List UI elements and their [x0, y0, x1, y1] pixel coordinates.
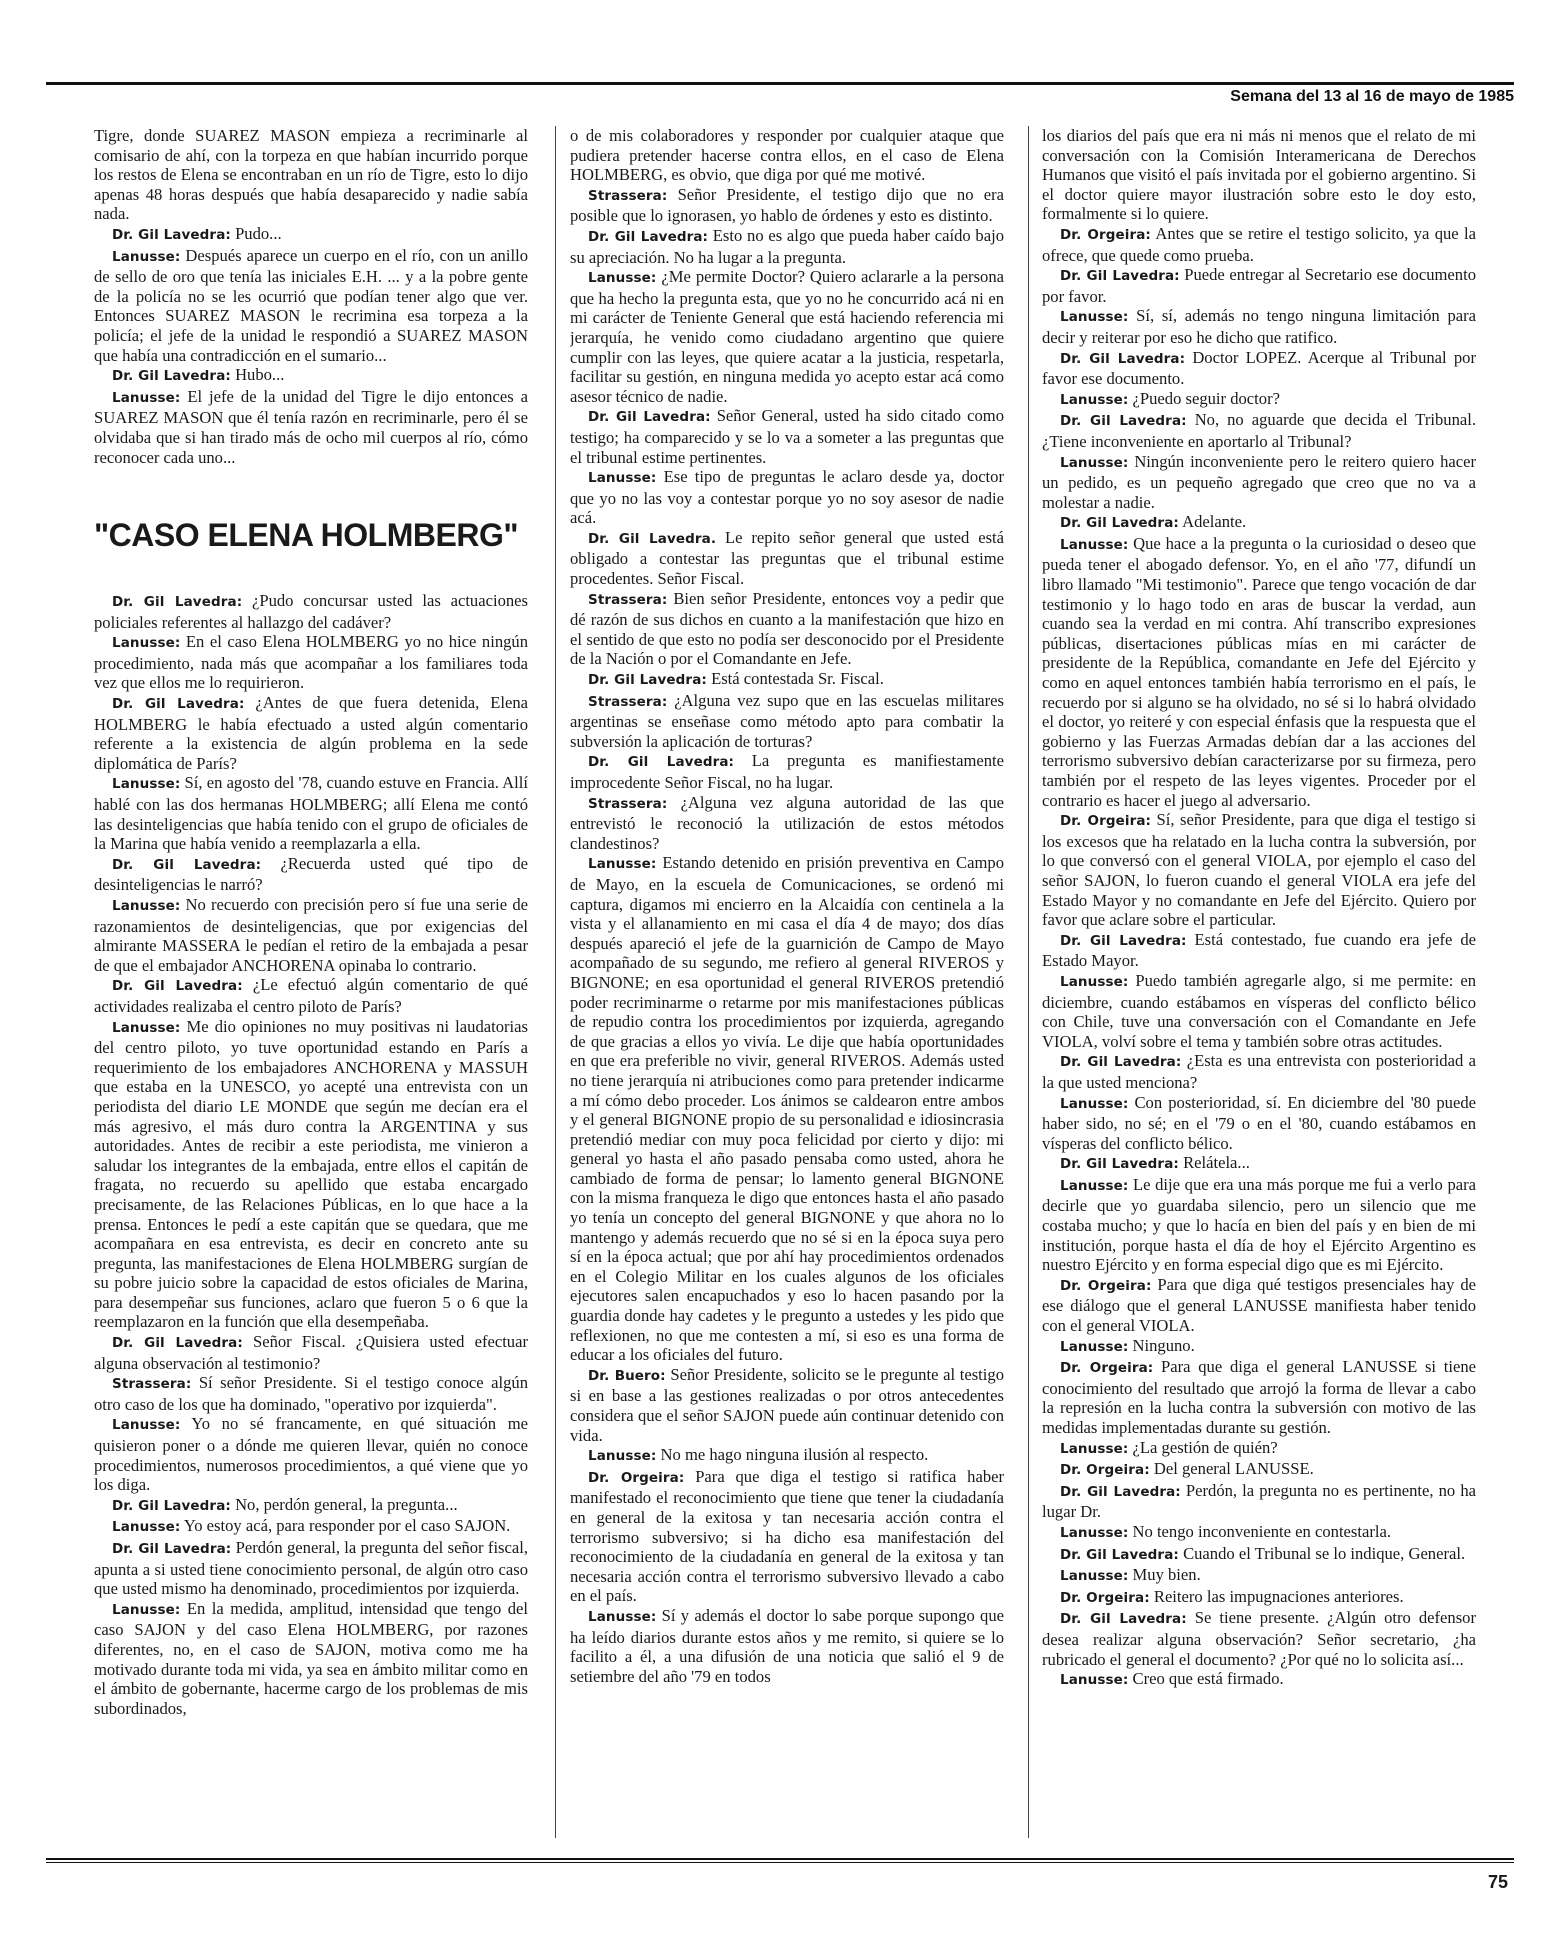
speaker-name: Dr. Orgeira:	[1060, 226, 1151, 243]
speaker-name: Dr. Gil Lavedra:	[1060, 1611, 1187, 1628]
paragraph-text: Se tiene presente. ¿Algún otro defensor desea realizar alguna observación? Señor secretario, ¿ha rubricado el general el documento? ¿Por qué no lo solicita así...	[1042, 1608, 1476, 1669]
testimony-paragraph	[1042, 971, 1476, 1051]
speaker-name: Dr. Buero:	[588, 1367, 666, 1384]
speaker-name: Dr. Gil Lavedra:	[1060, 413, 1187, 430]
testimony-paragraph	[570, 1445, 1004, 1467]
testimony-paragraph	[570, 406, 1004, 467]
testimony-paragraph	[570, 528, 1004, 589]
speaker-name: Lanusse:	[112, 1519, 181, 1536]
speaker-name: Strassera:	[588, 693, 668, 710]
speaker-name: Dr. Orgeira:	[1060, 1589, 1150, 1606]
paragraph-text: Me dio opiniones no muy positivas ni laudatorias del centro piloto, yo tuve oportunidad estando en París a requerimiento de los embajadores ANCHORENA y MASSUH que estaba en la UNESCO, yo acepté una entrevista con un periodista del diario LE MONDE que según me decían era el más agresivo, el más duro contra la ARGENTINA y sus autoridades. Antes de recibir a este periodista, me vinieron a saludar los integrantes de la embajada, entre ellos el capitán de fragata, no recuerdo su apellido que estaba encargado precisamente, de las Relaciones Públicas, en lo que hace a la prensa. Entonces le pedí a este capitán que se quedara, que me acompañara en esa entrevista, es decir en concreto ante su pregunta, las manifestaciones de Elena HOLMBERG surgían de su pobre juicio sobre la capacidad de estos oficiales de Marina, para desempeñar sus funciones, aclaro que fueron 5 o 6 que la reemplazaron en la función que ella desempeñaba.	[94, 1016, 528, 1332]
testimony-paragraph	[1042, 930, 1476, 971]
header-rule	[46, 82, 1514, 85]
paragraph-text: Señor General, usted ha sido citado como testigo; ha comparecido y se lo va a someter a las preguntas que el tribunal estime pertinentes.	[570, 406, 1004, 467]
speaker-name: Dr. Gil Lavedra:	[112, 978, 243, 995]
paragraph-text: Tigre, donde SUAREZ MASON empieza a recriminarle al comisario de ahí, con la torpeza en que habían incurrido porque los restos de Elena se encontraban en un río de Tigre, esto lo dijo apenas 48 horas después que había desaparecido y nadie sabía nada.	[94, 126, 528, 224]
testimony-paragraph	[94, 1373, 528, 1414]
paragraph-text: No recuerdo con precisión pero sí fue una serie de razonamientos de desinteligencias, que por exigencias del almirante MASSERA le pedían el retiro de la embajada a pesar de que el embajador ANCHORENA opinaba lo contrario.	[94, 895, 528, 975]
testimony-paragraph	[570, 669, 1004, 691]
paragraph-text: No tengo inconveniente en contestarla.	[1132, 1521, 1392, 1541]
paragraph-text: ¿Pudo concursar usted las actuaciones policiales referentes al hallazgo del cadáver?	[94, 591, 528, 632]
paragraph-text: Para que diga el testigo si ratifica haber manifestado el reconocimiento que tiene que tener la ciudadanía en general de la exitosa y tan necesaria acción contra el terrorismo subversivo; si ha dicho esa manifestación del reconocimiento de la ciudadanía en general de la exitosa y tan necesaria acción contra el terrorismo subversivo llevado a cabo en el país.	[570, 1466, 1004, 1606]
speaker-name: Dr. Gil Lavedra:	[112, 1335, 243, 1352]
testimony-paragraph	[1042, 1175, 1476, 1275]
paragraph-text: ¿Antes de que fuera detenida, Elena HOLMBERG le había efectuado a usted algún comentario referente a la existencia de algún problema en la sede diplomática de París?	[94, 693, 528, 773]
testimony-paragraph	[1042, 810, 1476, 930]
paragraph-text: Ninguno.	[1132, 1335, 1195, 1355]
paragraph-text: Le repito señor general que usted está obligado a contestar las preguntas que el tribunal estime procedentes. Señor Fiscal.	[570, 527, 1004, 589]
testimony-paragraph	[1042, 410, 1476, 451]
speaker-name: Dr. Orgeira:	[1060, 1277, 1152, 1294]
paragraph-text: Bien señor Presidente, entonces voy a pedir que dé razón de sus dichos en cuanto a la manifestación que hizo en el sentido de que esto no podía ser desconocido por el Presidente de la Nación o por el Comandante en Jefe.	[570, 588, 1004, 669]
paragraph-text: Para que diga el general LANUSSE si tiene conocimiento del resultado que arrojó la forma de llevar a cabo la represión en la lucha contra la subversión con motivo de las medidas implementadas durante su gestión.	[1042, 1357, 1476, 1437]
paragraph-text: Pudo...	[235, 223, 282, 243]
testimony-paragraph	[94, 224, 528, 246]
paragraph-text: Perdón general, la pregunta del señor fiscal, apunta a si usted tiene conocimiento personal, de algún otro caso que usted mismo ha denominado, procedimientos por izquierda.	[94, 1538, 528, 1599]
testimony-paragraph	[570, 1467, 1004, 1606]
speaker-name: Dr. Orgeira:	[1060, 813, 1152, 830]
paragraph-text: Le dije que era una más porque me fui a verlo para decirle que yo guardaba silencio, pero un silencio que me costaba mucho; y que lo hacía en bien del país y en bien de mi institución, porque hasta el día de hoy el Ejército Argentino es nuestro Ejército y en forma especial digo que es mi Ejército.	[1042, 1174, 1476, 1275]
testimony-paragraph	[1042, 224, 1476, 265]
paragraph-text: Está contestada Sr. Fiscal.	[711, 669, 884, 689]
paragraph-text: Cuando el Tribunal se lo indique, General.	[1183, 1543, 1466, 1563]
text-column-1	[94, 126, 528, 1826]
testimony-paragraph	[1042, 265, 1476, 306]
paragraph-text: Puede entregar al Secretario ese documento por favor.	[1042, 265, 1476, 306]
testimony-paragraph	[1042, 1565, 1476, 1587]
paragraph-text: Perdón, la pregunta no es pertinente, no ha lugar Dr.	[1042, 1480, 1476, 1522]
speaker-name: Dr. Gil Lavedra:	[1060, 268, 1180, 285]
paragraph-text: En el caso Elena HOLMBERG yo no hice ningún procedimiento, nada más que acompañar a los familiares toda vez que ellos me lo requirieron.	[94, 632, 528, 693]
text-column-3	[1042, 126, 1476, 1826]
speaker-name: Lanusse:	[112, 1417, 181, 1434]
speaker-name: Dr. Gil Lavedra:	[1060, 1054, 1182, 1071]
paragraph-text: Para que diga qué testigos presenciales hay de ese diálogo que el general LANUSSE manifiesta haber tenido con el general VIOLA.	[1042, 1274, 1476, 1336]
paragraph-text: Sí, señor Presidente, para que diga el testigo si los excesos que ha relatado en la lucha contra la subversión, por lo que conversó con el general VIOLA, por ejemplo el caso del señor SAJON, lo fueron cuando el general VIOLA era jefe del Estado Mayor y no comandante en Jefe del Ejército. Quiero por favor que aclare sobre el particular.	[1042, 810, 1476, 930]
section-heading: "CASO ELENA HOLMBERG"	[94, 517, 518, 554]
testimony-paragraph	[1042, 452, 1476, 513]
speaker-name: Lanusse:	[1060, 1568, 1129, 1585]
speaker-name: Lanusse:	[112, 389, 181, 406]
paragraph-text: Hubo...	[235, 365, 285, 385]
speaker-name: Lanusse:	[1060, 1440, 1129, 1457]
testimony-paragraph	[94, 1516, 528, 1538]
speaker-name: Dr. Gil Lavedra:	[112, 1541, 232, 1557]
testimony-paragraph	[94, 1495, 528, 1517]
testimony-paragraph	[1042, 1481, 1476, 1522]
testimony-paragraph	[1042, 1357, 1476, 1437]
testimony-paragraph	[570, 793, 1004, 854]
speaker-name: Lanusse:	[1060, 1524, 1129, 1541]
continued-paragraph	[1042, 126, 1476, 224]
testimony-paragraph	[94, 895, 528, 975]
testimony-paragraph	[570, 751, 1004, 792]
speaker-name: Lanusse:	[1060, 1095, 1129, 1112]
speaker-name: Lanusse:	[1060, 454, 1129, 471]
paragraph-text: Reitero las impugnaciones anteriores.	[1153, 1586, 1404, 1606]
paragraph-text: Sí, sí, además no tengo ninguna limitación para decir y reiterar por eso he dicho que ratifico.	[1042, 306, 1476, 347]
testimony-paragraph	[570, 226, 1004, 267]
speaker-name: Dr. Gil Lavedra:	[1060, 1546, 1179, 1563]
speaker-name: Lanusse:	[1060, 536, 1129, 553]
testimony-paragraph	[1042, 348, 1476, 389]
testimony-paragraph	[570, 589, 1004, 669]
testimony-paragraph	[94, 854, 528, 895]
speaker-name: Dr. Orgeira:	[1060, 1360, 1154, 1377]
paragraph-text: Yo estoy acá, para responder por el caso SAJON.	[183, 1516, 511, 1536]
testimony-paragraph	[1042, 1051, 1476, 1092]
testimony-paragraph	[94, 1599, 528, 1719]
testimony-paragraph	[1042, 306, 1476, 347]
speaker-name: Dr. Gil Lavedra:	[112, 368, 231, 385]
speaker-name: Dr. Gil Lavedra:	[112, 856, 262, 873]
speaker-name: Lanusse:	[112, 1019, 181, 1036]
testimony-paragraph	[94, 246, 528, 366]
speaker-name: Lanusse:	[112, 248, 181, 265]
paragraph-text: El jefe de la unidad del Tigre le dijo entonces a SUAREZ MASON que él tenía razón en recriminarle, pero él se olvidaba que si han tirado más de ocho mil cuerpos al río, cómo reconocer cada uno...	[94, 386, 528, 467]
paragraph-text: ¿Alguna vez supo que en las escuelas militares argentinas se enseñase como método apto para combatir la subversión la aplicación de torturas?	[570, 690, 1004, 751]
paragraph-text: Relátela...	[1183, 1153, 1250, 1173]
paragraph-text: Sí, en agosto del '78, cuando estuve en Francia. Allí hablé con las dos hermanas HOLMBERG; allí Elena me contó las desinteligencias que había tenido con el grupo de oficiales de la Marina que había venido a reemplazarla a ella.	[94, 773, 528, 854]
speaker-name: Lanusse:	[112, 776, 181, 793]
paragraph-text: Creo que está firmado.	[1132, 1669, 1284, 1689]
speaker-name: Dr. Gil Lavedra:	[1060, 932, 1187, 949]
testimony-paragraph	[1042, 1153, 1476, 1175]
testimony-paragraph	[94, 1017, 528, 1333]
paragraph-text: Yo no sé francamente, en qué situación me quisieron poner o a dónde me quieren llevar, quién no conoce procedimientos, numerosos procedimientos, a qué viene que yo los diga.	[94, 1414, 528, 1495]
speaker-name: Lanusse:	[588, 1608, 657, 1625]
testimony-paragraph	[94, 632, 528, 693]
paragraph-text: La pregunta es manifiestamente improcedente Señor Fiscal, no ha lugar.	[570, 751, 1004, 792]
testimony-paragraph	[94, 387, 528, 467]
footer-rule	[46, 1858, 1514, 1860]
speaker-name: Dr. Gil Lavedra:	[1060, 1483, 1181, 1500]
speaker-name: Dr. Gil Lavedra:	[588, 409, 711, 426]
paragraph-text: No, no aguarde que decida el Tribunal. ¿Tiene inconveniente en aportarlo al Tribunal?	[1042, 410, 1476, 451]
paragraph-text: ¿Alguna vez alguna autoridad de las que entrevistó le reconoció la utilización de estos métodos clandestinos?	[570, 792, 1004, 853]
paragraph-text: ¿La gestión de quién?	[1132, 1437, 1278, 1457]
testimony-paragraph	[1042, 1587, 1476, 1609]
continued-paragraph	[570, 126, 1004, 185]
speaker-name: Dr. Gil Lavedra:	[588, 754, 735, 771]
testimony-paragraph	[1042, 1608, 1476, 1669]
speaker-name: Lanusse:	[112, 1601, 181, 1618]
speaker-name: Lanusse:	[1060, 309, 1129, 326]
paragraph-text: Del general LANUSSE.	[1153, 1459, 1314, 1479]
paragraph-text: Ese tipo de preguntas le aclaro desde ya, doctor que yo no las voy a contestar porque yo no soy asesor de nadie acá.	[570, 467, 1004, 528]
paragraph-text: ¿Le efectuó algún comentario de qué actividades realizaba el centro piloto de París?	[94, 975, 528, 1016]
speaker-name: Strassera:	[112, 1376, 192, 1393]
speaker-name: Dr. Gil Lavedra:	[112, 226, 231, 243]
testimony-paragraph	[1042, 534, 1476, 810]
testimony-paragraph	[94, 1332, 528, 1373]
speaker-name: Lanusse:	[1060, 973, 1129, 990]
speaker-name: Dr. Gil Lavedra.	[588, 530, 717, 547]
paragraph-text: ¿Puedo seguir doctor?	[1132, 388, 1280, 408]
speaker-name: Dr. Gil Lavedra:	[588, 228, 709, 245]
testimony-paragraph	[1042, 1336, 1476, 1358]
paragraph-text: Ningún inconveniente pero le reitero quiero hacer un pedido, es un pequeño agregado que creo que no va a molestar a nadie.	[1042, 451, 1476, 512]
footer-rule-thin	[46, 1862, 1514, 1863]
testimony-paragraph	[1042, 1093, 1476, 1154]
paragraph-text: Sí señor Presidente. Si el testigo conoce algún otro caso de los que ha dominado, "operativo por izquierda".	[94, 1373, 528, 1414]
testimony-paragraph	[94, 773, 528, 853]
speaker-name: Strassera:	[588, 187, 668, 204]
paragraph-text: o de mis colaboradores y responder por cualquier ataque que pudiera pretender hacerse contra ellos, en el caso de Elena HOLMBERG, es obvio, que diga por qué me motivé.	[570, 126, 1004, 185]
paragraph-text: ¿Esta es una entrevista con posterioridad a la que usted menciona?	[1042, 1051, 1476, 1092]
speaker-name: Strassera:	[588, 795, 668, 812]
speaker-name: Dr. Gil Lavedra:	[1060, 350, 1186, 367]
paragraph-text: En la medida, amplitud, intensidad que tengo del caso SAJON y del caso Elena HOLMBERG, por razones diferentes, no, en el caso de SAJON, motiva como me ha motivado durante toda mi vida, ya sea en ámbito militar como en el ámbito de gobernante, hacerme cargo de los problemas de mis subordinados,	[94, 1598, 528, 1718]
issue-date: Semana del 13 al 16 de mayo de 1985	[1230, 88, 1514, 105]
testimony-paragraph	[570, 1365, 1004, 1445]
paragraph-text: Doctor LOPEZ. Acerque al Tribunal por favor ese documento.	[1042, 347, 1476, 389]
paragraph-text: ¿Me permite Doctor? Quiero aclararle a la persona que ha hecho la pregunta esta, que yo no he concurrido acá ni en mi carácter de Teniente General que está haciendo referencia mi jerarquía, he venido como ciudadano argentino que quiere cumplir con las leyes, que quiere acatar a la justicia, respetarla, facilitar su gestión, en ninguna medida yo acepto estar acá como asesor técnico de nadie.	[570, 267, 1004, 406]
speaker-name: Dr. Gil Lavedra:	[588, 672, 707, 689]
speaker-name: Lanusse:	[1060, 1338, 1129, 1355]
paragraph-text: Estando detenido en prisión preventiva en Campo de Mayo, en la escuela de Comunicaciones, se ordenó mi captura, digamos mi encierro en la Alcaidía con centinela a la vista y el allanamiento en mi casa el día 4 de mayo; dos días después apareció el jefe de la guarnición de Campo de Mayo acompañado de su segundo, me refiero al general RIVEROS y BIGNONE; en esa oportunidad el general RIVEROS pretendió poder recriminarme o retarme por mis manifestaciones públicas de repudio contra los procedimientos por izquierda, agregando de que gracias a ellos yo vivía. Le dije que había oportunidades en que era preferible no vivir, general RIVEROS. Además usted no tiene jerarquía ni atribuciones como para pretender indicarme a mí cómo debo proceder. Los ánimos se caldearon entre ambos y el general BIGNONE propio de su personalidad e idiosincrasia pretendió mediar con muy poca felicidad por cierto y dijo: mi general yo hasta el año pasado pensaba como usted, ahora he cambiado de forma de pensar; lo lamento general BIGNONE con la misma franqueza le digo que entonces hasta el año pasado yo tenía un concepto del general BIGNONE y que ahora no lo mantengo y además recuerdo que no sé si en la época suya pero sí en la época actual; que por ahí hay procedimientos ordenados en el Colegio Militar en los cuales algunos de los oficiales ejecutores salen encapuchados y eso lo hacen pasando por la guardia donde hay cadetes y le pregunto a ustedes y les pido que reflexionen, no que me contesten a mí, si eso es una forma de educar a los oficiales del futuro.	[570, 853, 1004, 1365]
testimony-paragraph	[94, 693, 528, 773]
testimony-paragraph	[1042, 1275, 1476, 1336]
speaker-name: Lanusse:	[112, 635, 181, 652]
paragraph-text: Que hace a la pregunta o la curiosidad o deseo que pueda tener el abogado defensor. Yo, en el año '77, difundí un libro llamado "Mi testimonio". Parece que tengo vocación de dar testimonio y lo hago todo en aras de buscar la verdad, aun cuando sea la verdad en mi contra. Ahí transcribo expresiones públicas, disertaciones públicas mías en mi carácter de presidente de la República, comandante en Jefe del Ejército y como en aquel entonces también había terrorismo en el país, le recuerdo por si alguno se ha olvidado, no sé si lo habrá olvidado el doctor, yo reiteré y con especial énfasis que la respuesta que el gobierno y las Fuerzas Armadas debían dar a las acciones del terrorismo subversivo debían caracterizarse por su firmeza, pero también por el respeto de las leyes vigentes. Proceder por el contrario es hacer el juego al adversario.	[1042, 533, 1476, 810]
testimony-paragraph	[94, 975, 528, 1016]
speaker-name: Lanusse:	[588, 270, 657, 287]
paragraph-text: Con posterioridad, sí. En diciembre del '80 puede haber sido, no sé; en el '79 o en el '80, cuando estábamos en vísperas del conflicto bélico.	[1042, 1092, 1476, 1153]
paragraph-text: Señor Presidente, el testigo dijo que no era posible que lo ignorasen, yo hablo de órdenes y esto es distinto.	[570, 184, 1004, 226]
paragraph-text: Está contestado, fue cuando era jefe de Estado Mayor.	[1042, 929, 1476, 971]
column-divider	[555, 126, 556, 1838]
paragraph-text: No me hago ninguna ilusión al respecto.	[660, 1445, 929, 1465]
testimony-paragraph	[1042, 1669, 1476, 1691]
testimony-paragraph	[1042, 1544, 1476, 1566]
paragraph-text: Adelante.	[1182, 512, 1247, 532]
testimony-paragraph	[570, 185, 1004, 226]
speaker-name: Lanusse:	[1060, 391, 1129, 408]
speaker-name: Dr. Gil Lavedra:	[112, 594, 243, 611]
testimony-paragraph	[570, 853, 1004, 1364]
testimony-paragraph	[94, 1414, 528, 1494]
text-column-2	[570, 126, 1004, 1826]
speaker-name: Lanusse:	[588, 856, 657, 873]
paragraph-text: Antes que se retire el testigo solicito, ya que la ofrece, que quede como prueba.	[1042, 223, 1476, 265]
paragraph-text: No, perdón general, la pregunta...	[235, 1494, 458, 1514]
testimony-paragraph	[1042, 1522, 1476, 1544]
paragraph-text: Esto no es algo que pueda haber caído bajo su apreciación. No ha lugar a la pregunta.	[570, 225, 1004, 267]
paragraph-text: Después aparece un cuerpo en el río, con un anillo de sello de oro que tenía las iniciales E.H. ... y a la pobre gente de la policía no se les ocurrió que podían tener algo que ver. Entonces SUAREZ MASON le recrimina esa torpeza a la policía; el jefe de la unidad le respondió a SUAREZ MASON que había una contradicción en el sumario...	[94, 245, 528, 365]
paragraph-text: Muy bien.	[1132, 1565, 1201, 1585]
page-number: 75	[1487, 1872, 1508, 1892]
speaker-name: Strassera:	[588, 591, 668, 608]
paragraph-text: Señor Presidente, solicito se le pregunte al testigo si en base a las gestiones realizadas o por otros antecedentes considera que el señor SAJON puede aún continuar detenido con vida.	[570, 1364, 1004, 1445]
testimony-paragraph	[570, 1606, 1004, 1686]
testimony-paragraph	[1042, 1459, 1476, 1481]
speaker-name: Dr. Gil Lavedra:	[112, 696, 245, 713]
testimony-paragraph	[570, 467, 1004, 528]
testimony-paragraph	[1042, 1438, 1476, 1460]
speaker-name: Lanusse:	[588, 1448, 657, 1465]
testimony-paragraph	[1042, 389, 1476, 411]
paragraph-text: Sí y además el doctor lo sabe porque supongo que ha leído diarios durante estos años y me remito, si quiere se lo facilito a él, a una difusión de una noticia que salió el 9 de setiembre del año '79 en todos	[570, 1605, 1004, 1686]
testimony-paragraph	[94, 1538, 528, 1599]
testimony-paragraph	[1042, 512, 1476, 534]
paragraph-text: los diarios del país que era ni más ni menos que el relato de mi conversación con la Comisión Interamericana de Derechos Humanos que visitó el país invitada por el gobierno argentino. Si el doctor quiere mayor ilustración sobre esto le doy esto, formalmente si lo quiere.	[1042, 126, 1476, 224]
speaker-name: Dr. Orgeira:	[1060, 1462, 1150, 1479]
column-divider	[1028, 126, 1029, 1838]
testimony-paragraph	[94, 591, 528, 632]
speaker-name: Dr. Orgeira:	[588, 1469, 685, 1486]
speaker-name: Lanusse:	[112, 898, 181, 914]
paragraph-text: ¿Recuerda usted qué tipo de desinteligencias le narró?	[94, 853, 528, 895]
speaker-name: Lanusse:	[1060, 1672, 1129, 1689]
speaker-name: Dr. Gil Lavedra:	[1060, 515, 1179, 532]
speaker-name: Lanusse:	[588, 470, 657, 487]
speaker-name: Dr. Gil Lavedra:	[1060, 1156, 1179, 1173]
speaker-name: Dr. Gil Lavedra:	[112, 1497, 231, 1514]
testimony-paragraph	[94, 365, 528, 387]
paragraph-text: Señor Fiscal. ¿Quisiera usted efectuar alguna observación al testimonio?	[94, 1332, 528, 1373]
testimony-paragraph	[570, 267, 1004, 406]
speaker-name: Lanusse:	[1060, 1177, 1129, 1194]
continued-paragraph	[94, 126, 528, 224]
testimony-paragraph	[570, 691, 1004, 752]
paragraph-text: Puedo también agregarle algo, si me permite: en diciembre, cuando estábamos en vísperas del conflicto bélico con Chile, tuve una conversación con el Comandante en Jefe VIOLA, volví sobre el tema y también sobre otras actitudes.	[1042, 970, 1476, 1051]
